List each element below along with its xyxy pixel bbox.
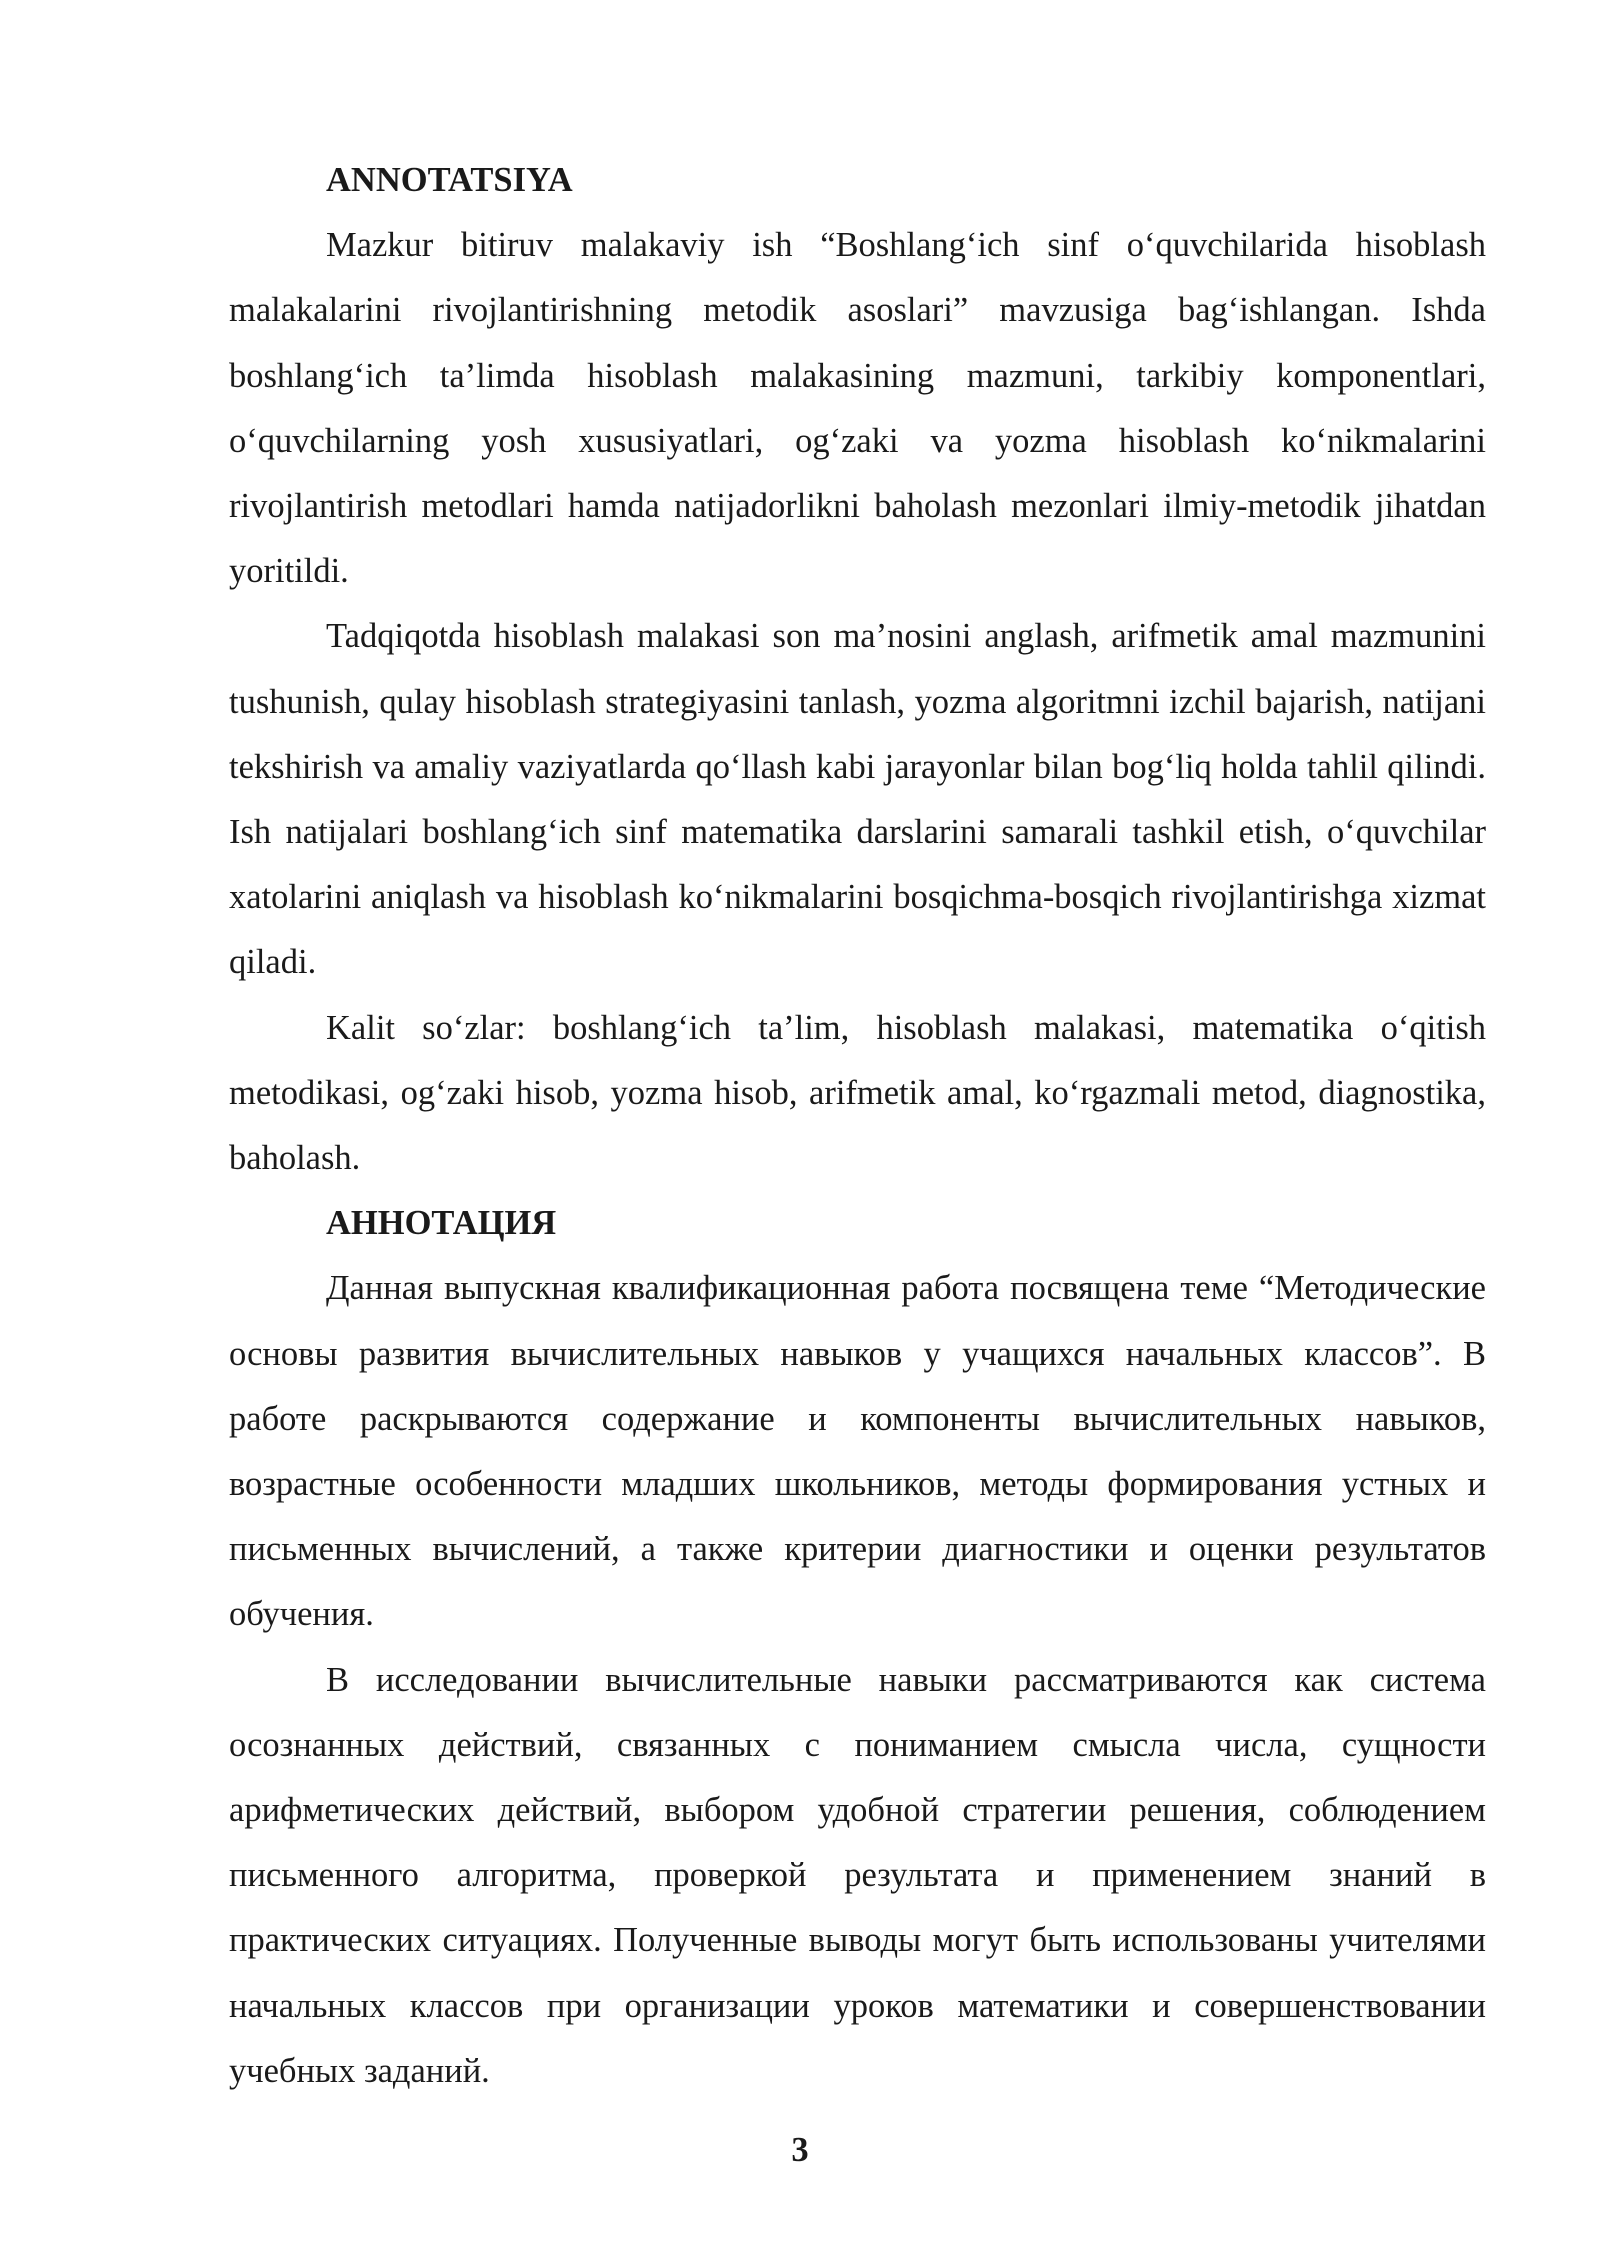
annotation-heading-uz: ANNOTATSIYA xyxy=(326,161,573,199)
annotation-paragraph-uz-2: Tadqiqotda hisoblash malakasi son ma’nosini anglash, arifmetik amal mazmunini tushunish, qulay hisoblash strategiyasini tanlash, yozma algoritmni izchil bajarish, natijani tekshirish va amaliy vaziyatlarda qo‘llash kabi jarayonlar bilan bog‘liq holda tahlil qilindi. Ish natijalari boshlang‘ich sinf matematika darslarini samarali tashkil etish, o‘quvchilar xatolarini aniqlash va hisoblash ko‘nikmalarini bosqichma-bosqich rivojlantirishga xizmat qiladi. xyxy=(229,617,1486,982)
annotation-paragraph-ru-2: В исследовании вычислительные навыки рассматриваются как система осознанных действий, связанных с пониманием смысла числа, сущности арифметических действий, выбором удобной стратегии решения, соблюдением письменного алгоритма, проверкой результата и применением знаний в практических ситуациях. Полученные выводы могут быть использованы учителями начальных классов при организации уроков математики и совершенствовании учебных заданий. xyxy=(229,1660,1486,2090)
annotation-heading-ru: АННОТАЦИЯ xyxy=(326,1204,557,1243)
annotation-paragraph-ru-1: Данная выпускная квалификационная работа посвящена теме “Методические основы развития вычислительных навыков у учащихся начальных классов”. В работе раскрываются содержание и компоненты вычислительных навыков, возрастные особенности младших школьников, методы формирования устных и письменных вычислений, а также критерии диагностики и оценки результатов обучения. xyxy=(229,1269,1486,1634)
annotation-paragraph-uz-1: Mazkur bitiruv malakaviy ish “Boshlang‘ich sinf o‘quvchilarida hisoblash malakalarini rivojlantirishning metodik asoslari” mavzusiga bag‘ishlangan. Ishda boshlang‘ich ta’limda hisoblash malakasining mazmuni, tarkibiy komponentlari, o‘quvchilarning yosh xususiyatlari, og‘zaki va yozma hisoblash ko‘nikmalarini rivojlantirish metodlari hamda natijadorlikni baholash mezonlari ilmiy-metodik jihatdan yoritildi. xyxy=(229,226,1486,591)
page-number: 3 xyxy=(791,2131,809,2169)
page-content xyxy=(229,148,1486,2104)
keywords-paragraph-uz: Kalit so‘zlar: boshlang‘ich ta’lim, hisoblash malakasi, matematika o‘qitish metodikasi, og‘zaki hisob, yozma hisob, arifmetik amal, ko‘rgazmali metod, diagnostika, baholash. xyxy=(229,1008,1486,1178)
